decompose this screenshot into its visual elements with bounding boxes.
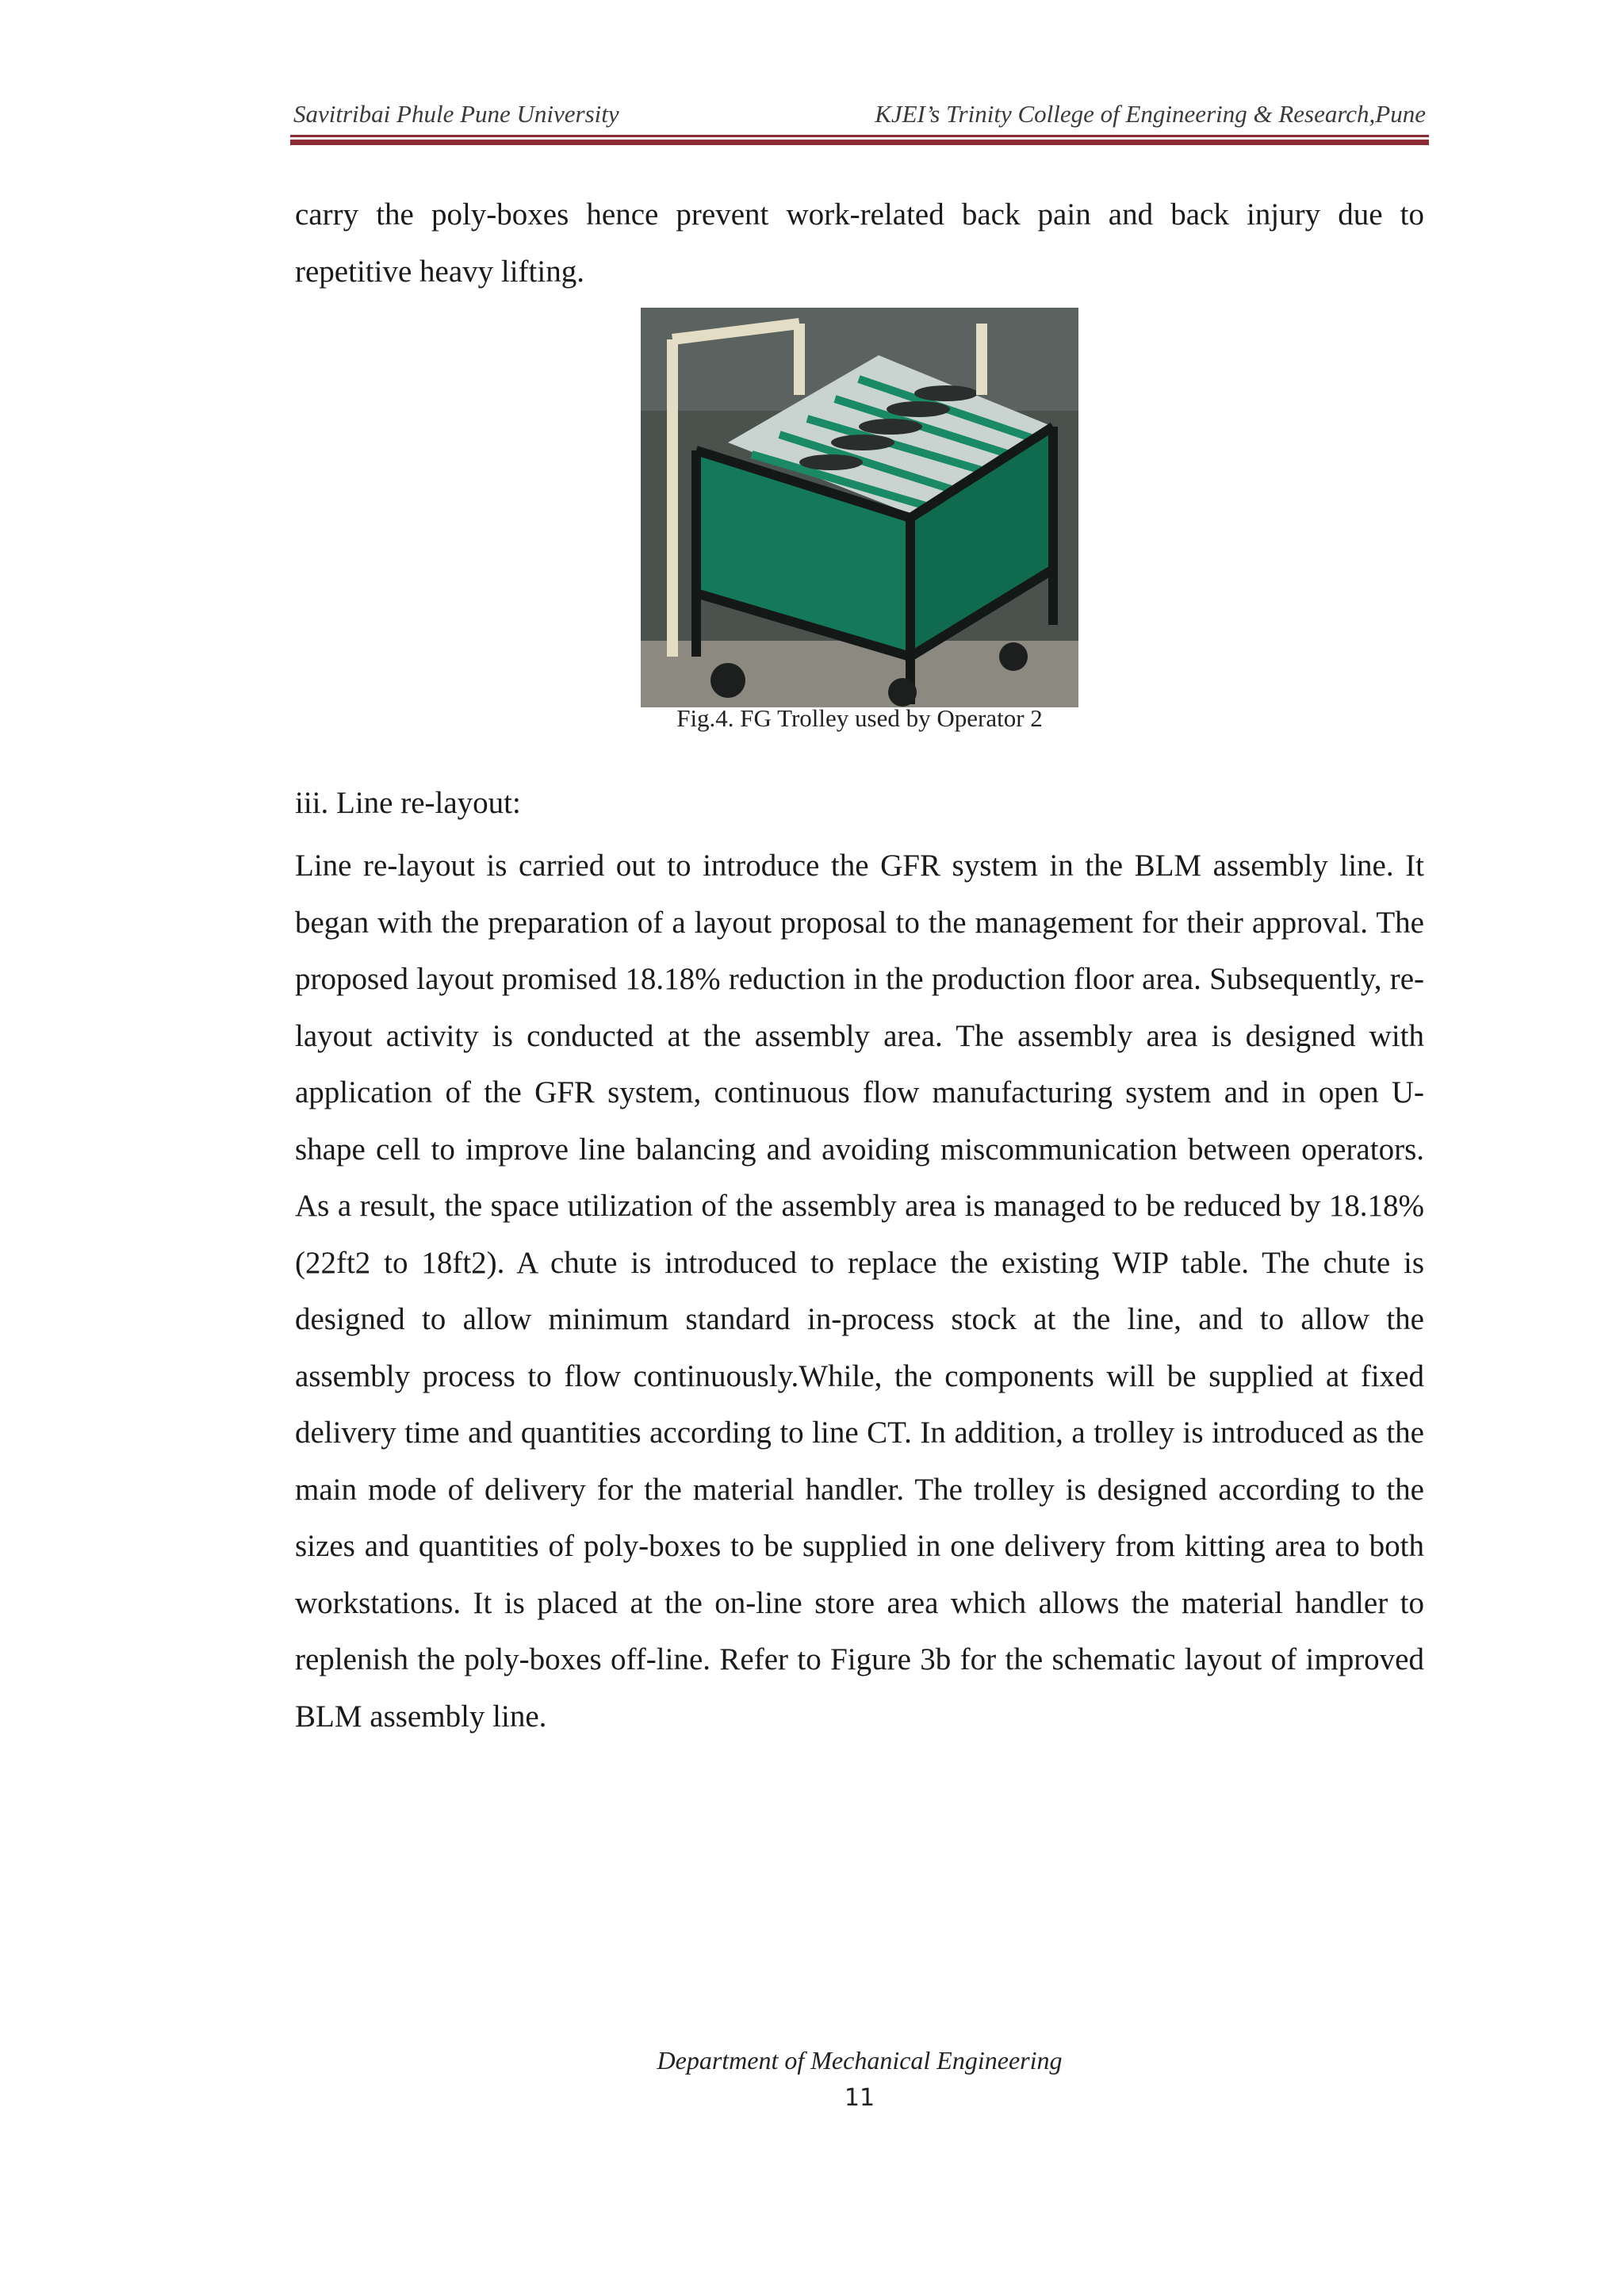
header-rule-thick (290, 140, 1429, 145)
section-heading: iii. Line re-layout: (295, 786, 521, 820)
trolley-photo (641, 308, 1078, 707)
intro-paragraph: carry the poly-boxes hence prevent work-related back pain and back injury due to repetitive heavy lifting. (295, 197, 1424, 289)
page-number: 11 (844, 2084, 875, 2112)
figure-caption: Fig.4. FG Trolley used by Operator 2 (676, 704, 1043, 732)
footer-department: Department of Mechanical Engineering (657, 2046, 1063, 2075)
header-rule-thin (290, 135, 1429, 137)
main-paragraph: Line re-layout is carried out to introduce the GFR system in the BLM assembly line. It began with the preparation of a layout proposal to the management for their approval. The proposed layout promised 18.18% reduction in the production floor area. Subsequently, re-layout activity is conducted at the assembly area. The assembly area is designed with application of the GFR system, continuous flow manufacturing system and in open U-shape cell to improve line balancing and avoiding miscommunication between operators. As a result, the space utilization of the assembly area is managed to be reduced by 18.18% (22ft2 to 18ft2). A chute is introduced to replace the existing WIP table. The chute is designed to allow minimum standard in-process stock at the line, and to allow the assembly process to flow continuously.While, the components will be supplied at fixed delivery time and quantities according to line CT. In addition, a trolley is introduced as the main mode of delivery for the material handler. The trolley is designed according to the sizes and quantities of poly-boxes to be supplied in one delivery from kitting area to both workstations. It is placed at the on-line store area which allows the material handler to replenish the poly-boxes off-line. Refer to Figure 3b for the schematic layout of improved BLM assembly line. (295, 849, 1424, 1734)
page-header (292, 94, 1427, 133)
header-university: Savitribai Phule Pune University (293, 100, 619, 128)
header-college: KJEI’s Trinity College of Engineering & Research,Pune (875, 100, 1426, 128)
